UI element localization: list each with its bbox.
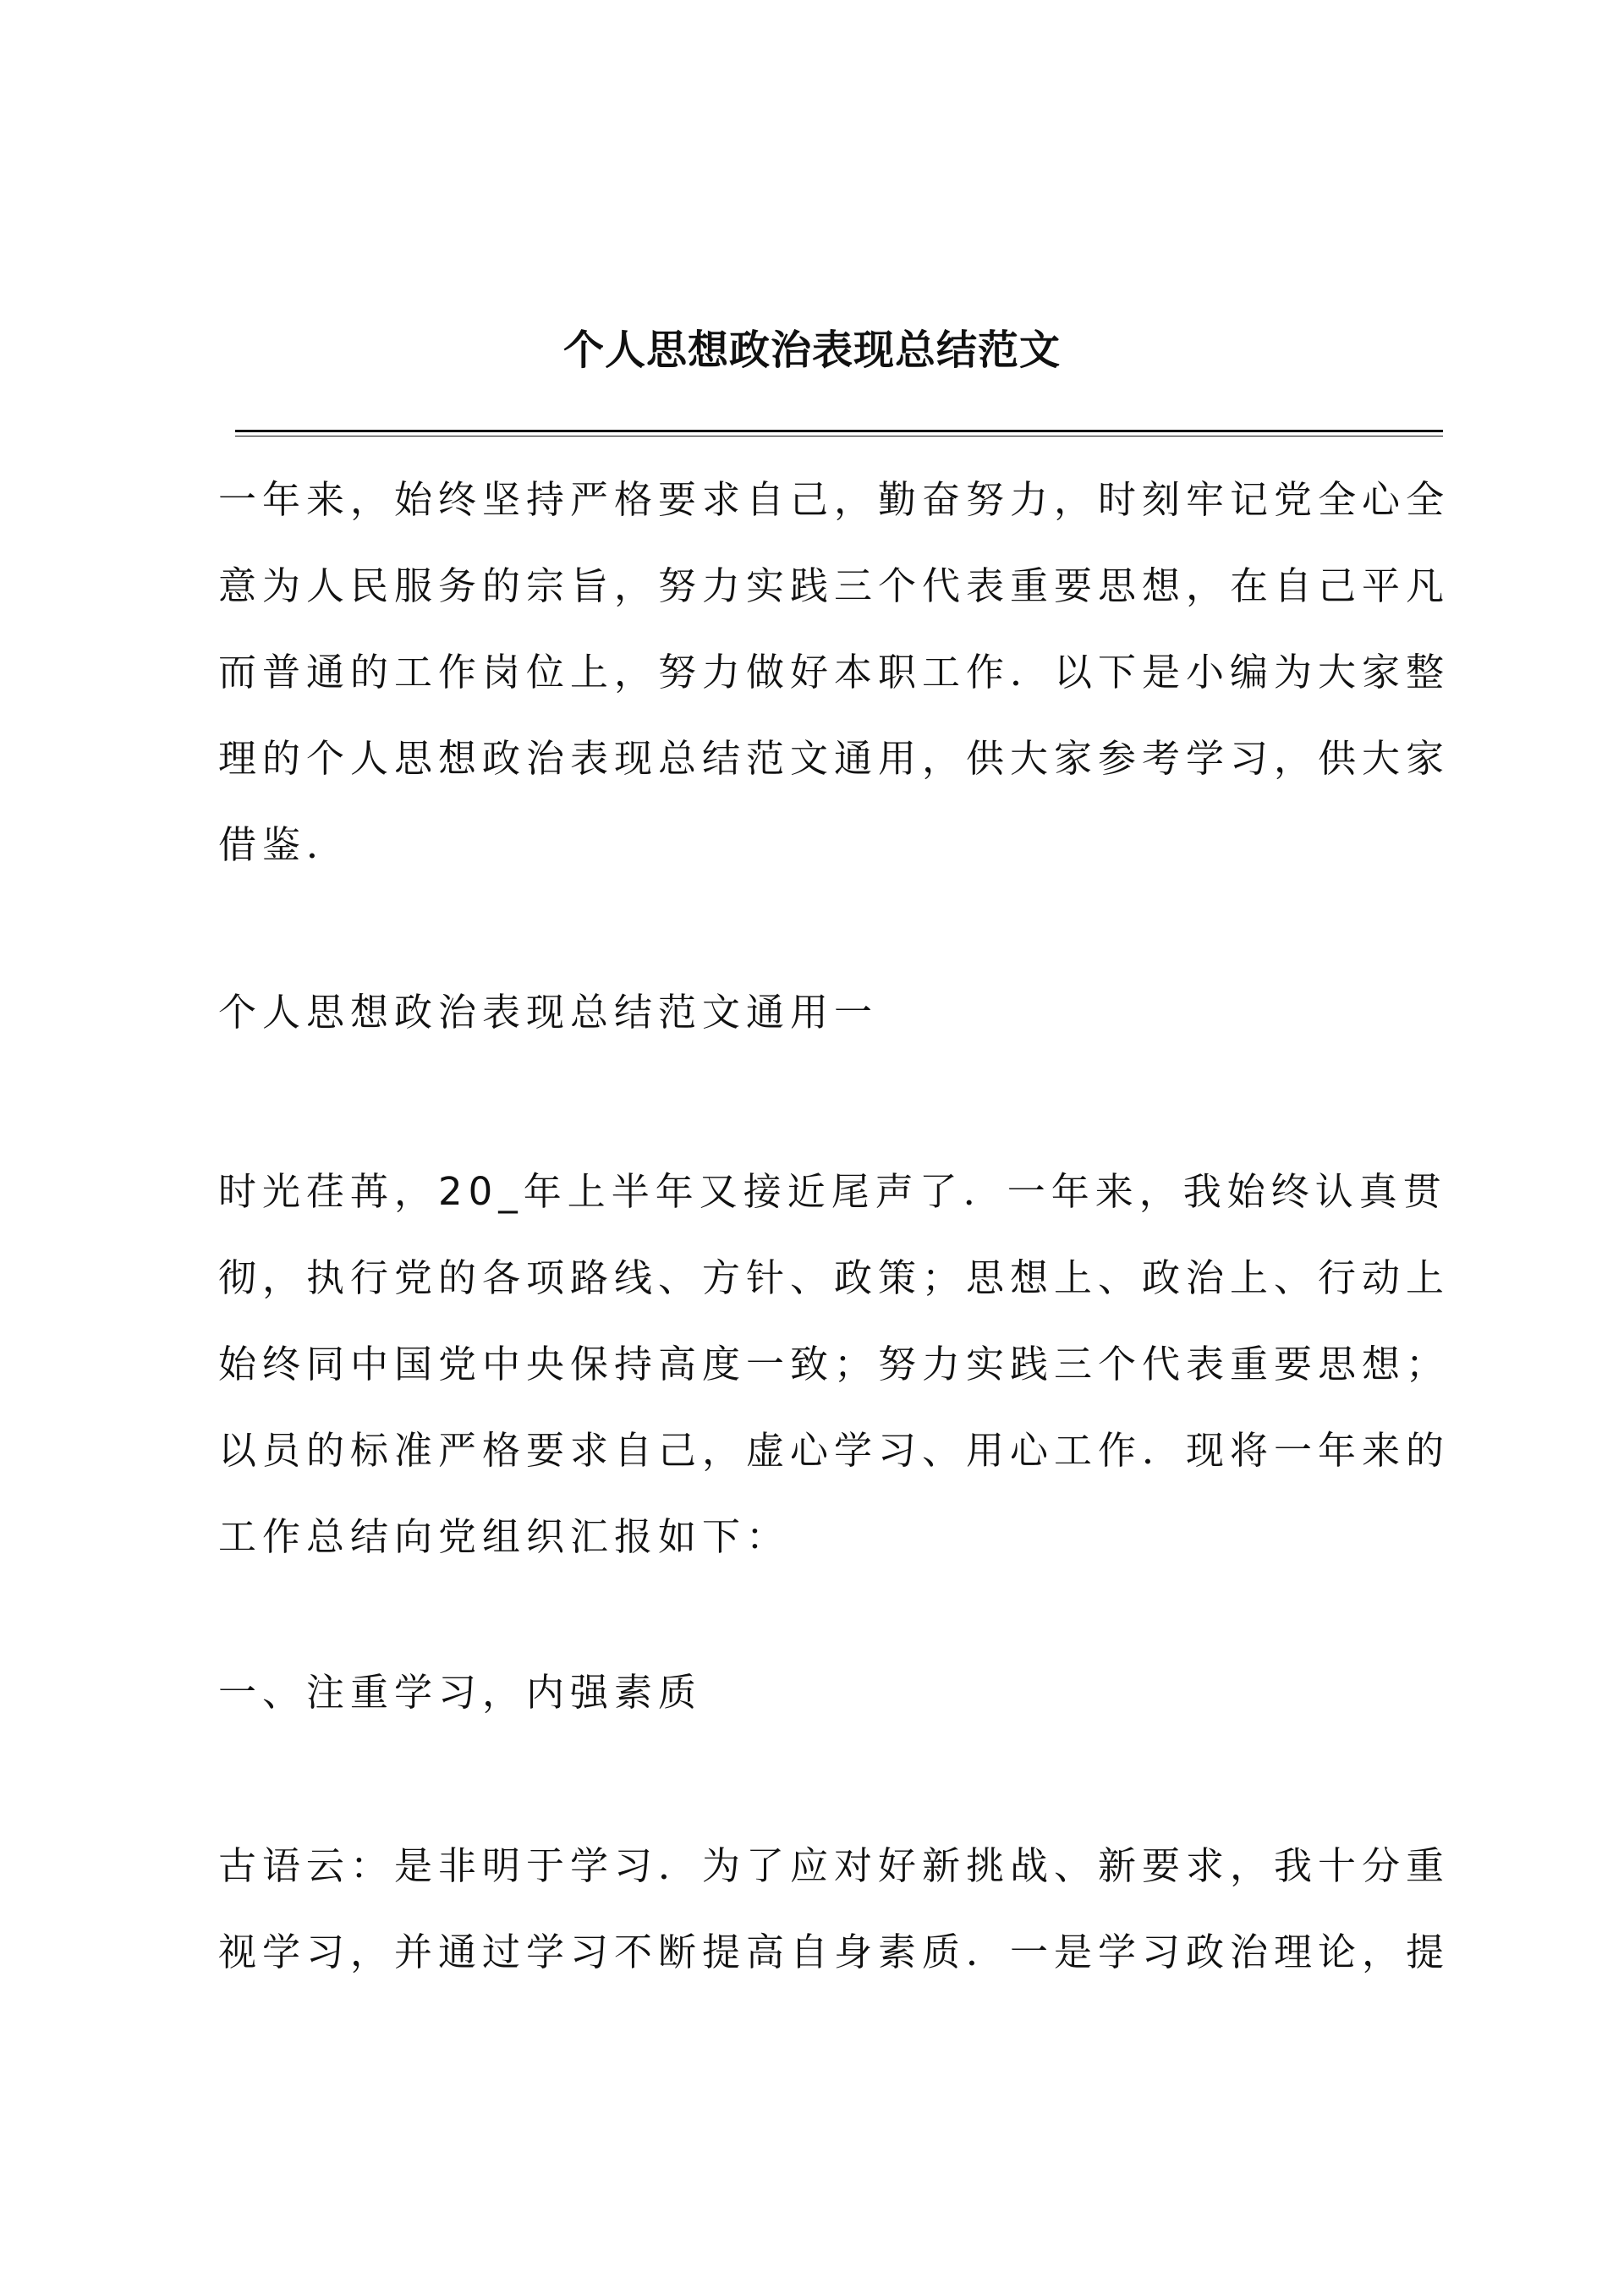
text-line: 以员的标准严格要求自己，虚心学习、用心工作．现将一年来的 <box>218 1428 1451 1473</box>
text-line: 工作总结向党组织汇报如下： <box>218 1514 791 1559</box>
text-line: 理的个人思想政治表现总结范文通用，供大家参考学习，供大家 <box>218 736 1451 781</box>
text-line: 始终同中国党中央保持高度一致；努力实践三个代表重要思想； <box>218 1342 1451 1386</box>
text-line: 个人思想政治表现总结范文通用一 <box>218 990 879 1035</box>
text-line: 意为人民服务的宗旨，努力实践三个代表重要思想，在自己平凡 <box>218 563 1451 608</box>
text-line: 借鉴． <box>218 822 351 867</box>
subtitle-heading <box>218 969 1443 1056</box>
text-line: 古语云：是非明于学习．为了应对好新挑战、新要求，我十分重 <box>218 1843 1451 1888</box>
text-line: 彻，执行党的各项路线、方针、政策；思想上、政治上、行动上 <box>218 1255 1451 1300</box>
page-title: 个人思想政治表现总结范文 <box>562 327 1061 374</box>
title-divider-thick <box>235 430 1443 432</box>
text-line: 时光荏苒，20_年上半年又接近尾声了．一年来，我始终认真贯 <box>218 1169 1447 1214</box>
text-line: 一年来，始终坚持严格要求自己，勤奋努力，时刻牢记党全心全 <box>218 477 1451 522</box>
text-line: 而普通的工作岗位上，努力做好本职工作．以下是小编为大家整 <box>218 650 1451 695</box>
text-line: 一、注重学习，内强素质 <box>218 1670 703 1715</box>
paragraph-1 <box>218 1149 1451 1580</box>
paragraph-2 <box>218 1823 1451 1996</box>
intro-paragraph <box>218 457 1451 888</box>
section-heading <box>218 1650 1443 1736</box>
text-line: 视学习，并通过学习不断提高自身素质．一是学习政治理论，提 <box>218 1930 1451 1974</box>
